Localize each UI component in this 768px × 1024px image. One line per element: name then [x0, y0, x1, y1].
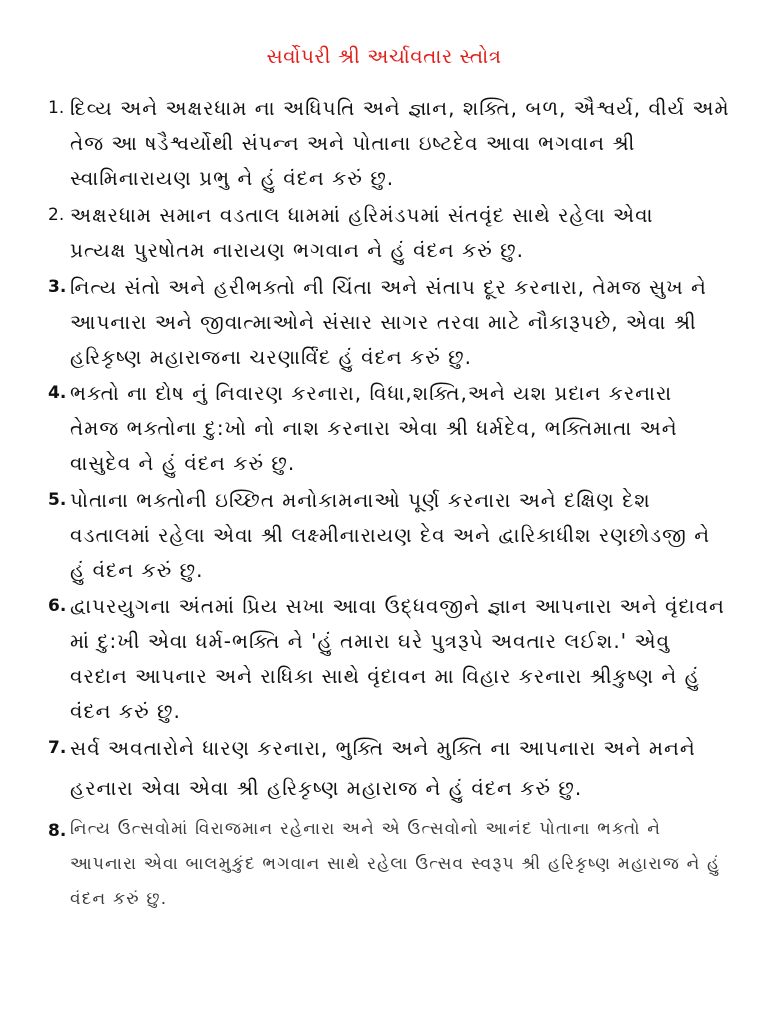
item-line: નિત્ય સંતો અને હરીભક્તો ની ચિંતા અને સંતાપ દૂર કરનારા, તેમજ સુખ ને	[70, 275, 707, 299]
item-line: હું વંદન કરું છુ.	[70, 558, 204, 582]
item-line: વરદાન આપનાર અને રાધિકા સાથે વૃંદાવન મા વિહાર કરનારા શ્રીકુષ્ણ ને હું	[70, 664, 700, 688]
item-line: પોતાના ભક્તોની ઇચ્છિત મનોકામનાઓ પૂર્ણ કરનારા અને દક્ષિણ દેશ	[70, 488, 651, 512]
item-line: વંદન કરું છુ.	[70, 699, 181, 723]
item-line: હરિકૃષ્ણ મહારાજના ચરણાર્વિંદ હું વંદન કરું છુ.	[70, 345, 472, 369]
item-number: 2.	[48, 205, 65, 225]
item-line: તેજ આ ષડૈશ્વર્યોથી સંપન્ન અને પોતાના ઇષ્ટદેવ આવા ભગવાન શ્રી	[70, 131, 636, 155]
item-line: નિત્ય ઉત્સવોમાં વિરાજમાન રહેનારા અને એ ઉત્સવોનો આનંદ પોતાના ભક્તો ને	[70, 819, 662, 839]
item-number: 7.	[48, 738, 67, 758]
item-line: અક્ષરધામ સમાન વડતાલ ધામમાં હરિમંડપમાં સંતવૃંદ સાથે રહેલા એવા	[70, 203, 654, 227]
item-line: તેમજ ભક્તોના દુ:ખો નો નાશ કરનારા એવા શ્રી ધર્મદેવ, ભક્તિમાતા અને	[70, 416, 678, 440]
item-number: 4.	[48, 383, 67, 403]
item-line: દિવ્ય અને અક્ષરધામ ના અધિપતિ અને જ્ઞાન, શક્તિ, બળ, ઐશ્વર્ય, વીર્ય અમે	[70, 96, 730, 120]
page-title: સર્વોપરી શ્રી અર્ચાવતાર સ્તોત્ર	[266, 44, 502, 68]
item-line: વડતાલમાં રહેલા એવા શ્રી લક્ષ્મીનારાયણ દેવ અને દ્વારિકાધીશ રણછોડજી ને	[70, 523, 711, 547]
item-line: આપનારા અને જીવાત્માઓને સંસાર સાગર તરવા માટે નૌકારૂપછે, એવા શ્રી	[70, 310, 697, 334]
item-line: માં દુ:ખી એવા ધર્મ-ભક્તિ ને 'હું તમારા ઘરે પુત્રરૂપે અવતાર લઈશ.' એવુ	[70, 629, 671, 653]
item-line: ભક્તો ના દોષ નું નિવારણ કરનારા, વિધા,શક્તિ,અને યશ પ્રદાન કરનારા	[70, 381, 673, 405]
item-line: આપનારા એવા બાલમુકુંદ ભગવાન સાથે રહેલા ઉત્સવ સ્વરૂપ શ્રી હરિકૃષ્ણ મહારાજ ને હું	[70, 854, 721, 874]
item-number: 1.	[48, 98, 65, 118]
item-line: વંદન કરું છુ.	[70, 889, 168, 909]
item-number: 6.	[48, 596, 67, 616]
item-number: 8.	[48, 821, 67, 841]
item-line: સ્વામિનારાયણ પ્રભુ ને હું વંદન કરું છુ.	[70, 166, 395, 190]
item-line: પ્રત્યક્ષ પુરષોતમ નારાયણ ભગવાન ને હું વંદન કરું છુ.	[70, 238, 524, 262]
item-number: 5.	[48, 490, 67, 510]
item-number: 3.	[48, 277, 67, 297]
item-line: વાસુદેવ ને હું વંદન કરું છુ.	[70, 451, 296, 475]
item-line: હરનારા એવા એવા શ્રી હરિકૃષ્ણ મહારાજ ને હું વંદન કરું છુ.	[70, 776, 583, 800]
item-line: દ્વાપરયુગના અંતમાં પ્રિય સખા આવા ઉદ્ધવજીને જ્ઞાન આપનારા અને વૃંદાવન	[70, 594, 725, 618]
item-line: સર્વ અવતારોને ધારણ કરનારા, ભુક્તિ અને મુક્તિ ના આપનારા અને મનને	[70, 736, 696, 760]
